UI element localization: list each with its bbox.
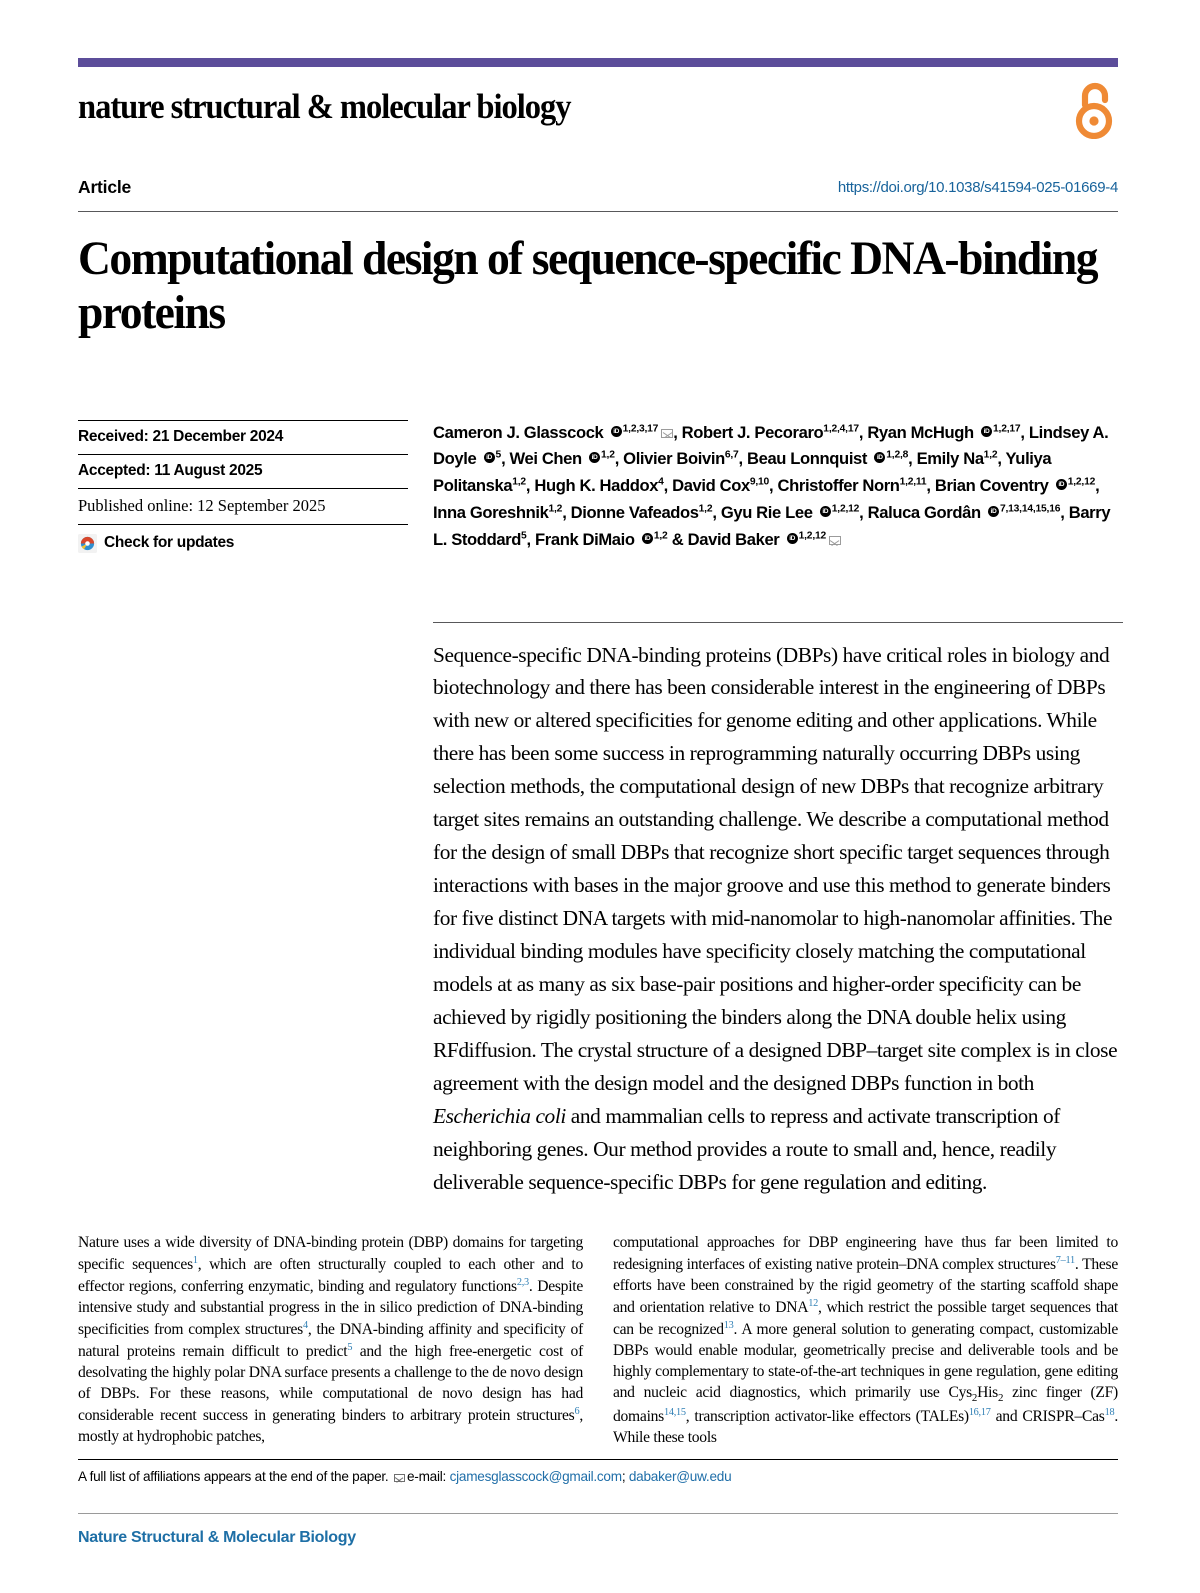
footer-divider <box>78 1513 1118 1514</box>
abstract-section <box>78 622 1118 1199</box>
page-content <box>78 0 1118 1449</box>
page-title: Computational design of sequence-specific DNA-binding proteins <box>78 232 1097 339</box>
footnote-line <box>78 1459 1118 1484</box>
received-date: Received: 21 December 2024 <box>78 420 408 454</box>
abstract-text: Sequence-specific DNA-binding proteins (DBPs) have critical roles in biology and biotechnology and there has been considerable interest in the engineering of DBPs with new or altered specificities for genome editing and other applications. While there has been some success in reprogramming naturally occurring DBPs using selection methods, the computational design of new DBPs that recognize arbitrary target sites remains an outstanding challenge. We describe a computational method for the design of small DBPs that recognize short specific target sequences through interactions with bases in the major groove and use this method to generate binders for five distinct DNA targets with mid-nanomolar to high-nanomolar affinities. The individual binding modules have specificity closely matching the computational models at as many as six base-pair positions and higher-order specificity can be achieved by rigidly positioning the binders along the DNA double helix using RFdiffusion. The crystal structure of a designed DBP–target site complex is in close agreement with the design model and the designed DBPs function in both Escherichia coli and mammalian cells to repress and activate transcription of neighboring genes. Our method provides a route to small and, hence, readily deliverable sequence-specific DBPs for gene regulation and editing. <box>433 622 1123 1199</box>
email-link-glasscock[interactable]: cjamesglasscock@gmail.com <box>449 1469 622 1484</box>
email-link-baker[interactable]: dabaker@uw.edu <box>628 1469 732 1484</box>
author-list: Cameron J. Glasscock iD$^{1,2,3,17}$ , Robert J. Pecoraro$^{1,2,4,17}$, Ryan McHugh iD$^{1,2,17}$, Lindsey A. Doyle $iD^5$, Wei Chen iD$^{1,2}$, Olivier Boivin$^{6,7}$, Beau Lonnquist iD$^{1,2,8}$, Emily Na$^{1,2}$, Yuliya Politanska$^{1,2}$, Hugh K. Haddox$^4$, David Cox$^{9,10}$, Christoffer Norn$^{1,2,11}$, Brian Coventry iD$^{1,2,12}$, Inna Goreshnik$^{1,2}$, Dionne Vafeados$^{1,2}$, Gyu Rie Lee iD$^{1,2,12}$, Raluca Gordân iD$^{7,13,14,15,16}$, Barry L. Stoddard$^5$, Frank DiMaio iD$^{1,2}$ & David Baker iD$^{1,2,12}$ <box>433 420 1123 554</box>
masthead <box>78 67 1118 159</box>
page-footer <box>78 1513 1118 1547</box>
check-for-updates-button[interactable] <box>78 524 408 553</box>
email-separator: ; <box>621 1469 626 1484</box>
metadata-row <box>78 420 1118 600</box>
title-divider <box>78 211 1118 212</box>
email-label: e-mail: <box>407 1469 447 1484</box>
brand-accent-bar <box>78 58 1118 67</box>
footnote-block <box>78 1459 1118 1484</box>
journal-name: nature structural & molecular biology <box>78 87 571 126</box>
accepted-date: Accepted: 11 August 2025 <box>78 454 408 488</box>
article-meta-line <box>78 175 1118 209</box>
doi-link[interactable]: https://doi.org/10.1038/s41594-025-01669-4 <box>837 179 1118 196</box>
crossmark-icon <box>78 534 97 553</box>
envelope-icon <box>394 1474 405 1482</box>
body-column-right: computational approaches for DBP engineering have thus far been limited to redesigning interfaces of existing native protein–DNA complex structures$^{7-11}$. These efforts have been constrained by the rigid geometry of the starting scaffold shape and orientation relative to DNA$^{12}$, which restrict the possible target sequences that can be recognized$^{13}$. A more general solution to generating compact, customizable DBPs would enable modular, geometrically precise and deliverable tools and be highly complementary to state-of-the-art techniques in gene regulation, gene editing and nucleic acid diagnostics, which primarily use Cys$_2$His$_2$ zinc finger (ZF) domains$^{14,15}$, transcription activator-like effectors (TALEs)$^{16,17}$ and CRISPR–Cas$^{18}$. While these tools <box>613 1233 1119 1446</box>
open-access-lock-icon <box>1072 81 1118 144</box>
check-for-updates-label: Check for updates <box>104 534 235 551</box>
article-type-label: Article <box>78 177 132 197</box>
body-column-left: Nature uses a wide diversity of DNA-binding protein (DBP) domains for targeting specific sequences$^1$, which are often structurally coupled to each other and to effector regions, conferring enzymatic, binding and regulatory functions$^{2,3}$. Despite intensive study and substantial progress in the in silico prediction of DNA-binding specificities from complex structures$^4$, the DNA-binding affinity and specificity of natural proteins remain difficult to predict$^5$ and the high free-energetic cost of desolvating the highly polar DNA surface presents a challenge to the de novo design of DBPs. For these reasons, while computational de novo design has had considerable recent success in generating binders to arbitrary protein structures$^6$, mostly at hydrophobic patches, <box>78 1233 583 1446</box>
body-text <box>78 1233 1118 1449</box>
journal-footer-name: Nature Structural & Molecular Biology <box>78 1529 356 1546</box>
published-date: Published online: 12 September 2025 <box>78 488 408 524</box>
affiliations-note: A full list of affiliations appears at the end of the paper. <box>78 1469 389 1484</box>
publication-dates <box>78 420 408 553</box>
